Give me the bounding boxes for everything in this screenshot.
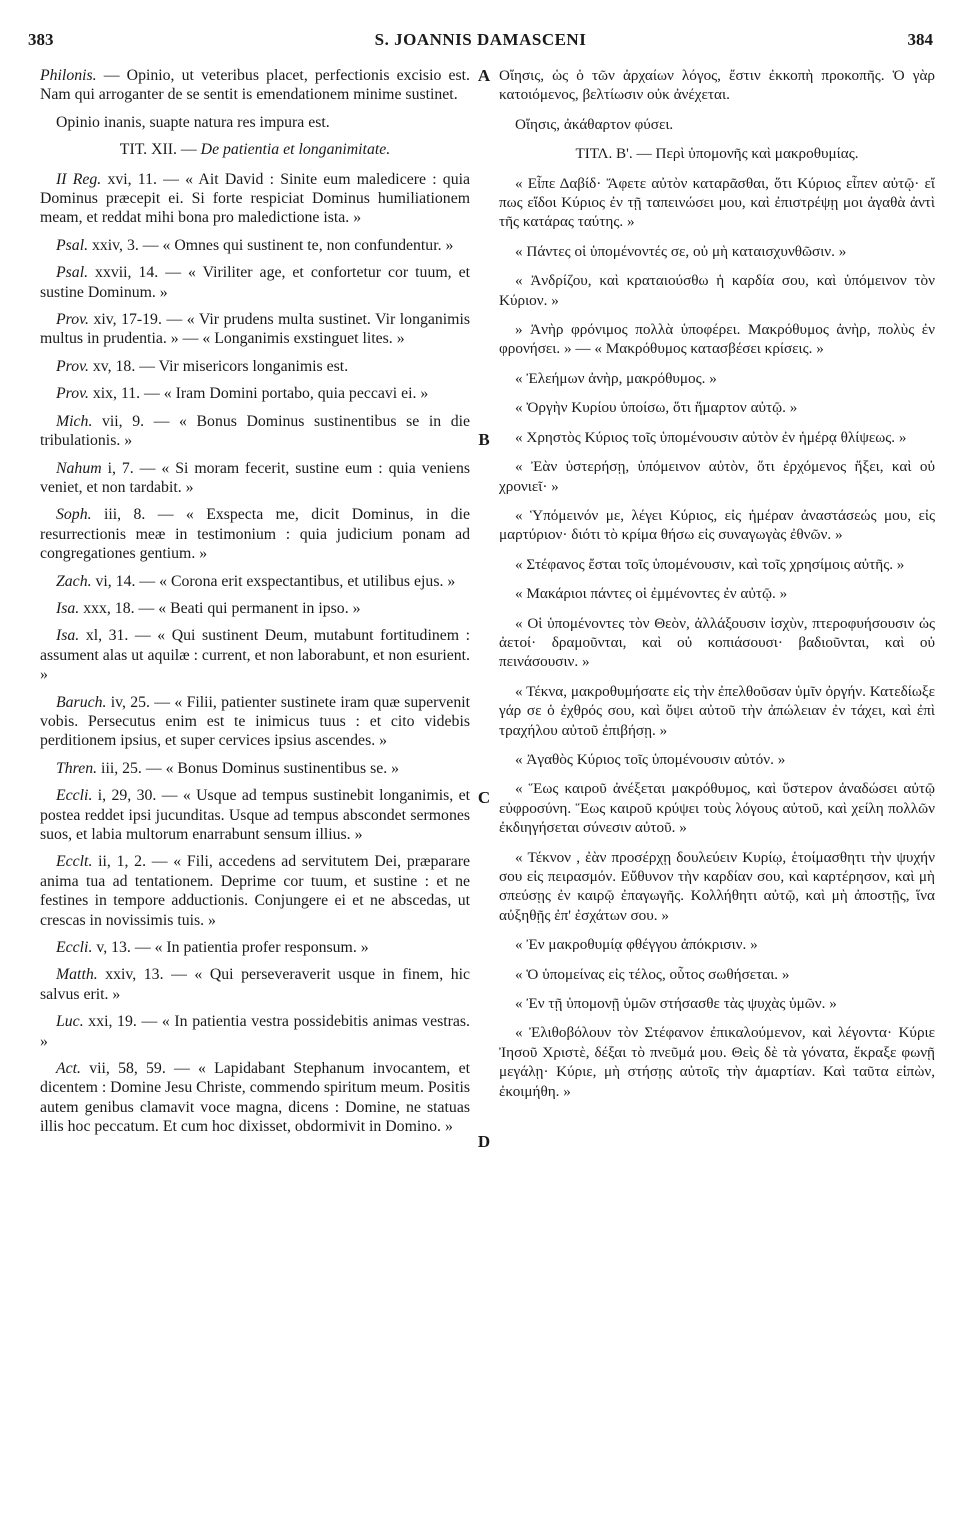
citation: Prov.: [56, 311, 89, 329]
quote-text: xl, 31. — « Qui sustinent Deum, mutabunt fortitudinem : assument alas ut aquilæ : current, et non laborabunt, et non esurient. »: [40, 627, 470, 684]
margin-letter-a: A: [477, 66, 491, 85]
greek-quote: « Ἐλιθοβόλουν τὸν Στέφανον ἐπικαλούμενον, καὶ λέγοντα· Κύριε Ἰησοῦ Χριστὲ, δέξαι τὸ πνεῦμά μου. Θεὶς δὲ τὰ γόνατα, ἔκραξε φωνῇ μεγάλῃ· Κύριε, μὴ στήσῃς αὐτοῖς τὴν ἁμαρτίαν. Καὶ ταῦτα εἰπὼν, ἐκοιμήθη. »: [499, 1024, 935, 1100]
latin-column: [40, 66, 470, 1536]
page-header: [28, 30, 933, 56]
quote-text: iii, 25. — « Bonus Dominus sustinentibus se. »: [97, 759, 400, 777]
greek-quote: « Ἕως καιροῦ ἀνέξεται μακρόθυμος, καὶ ὕστερον ἀναδώσει αὐτῷ εὐφροσύνη. Ἕως καιροῦ κρύψει τοὺς λόγους αὐτοῦ, καὶ χείλη πολλῶν ἐκδιηγήσεται σύνεσιν αὐτοῦ. »: [499, 780, 935, 837]
page-number-right: 384: [907, 30, 933, 49]
latin-quote: [40, 505, 470, 563]
page-number-left: 383: [28, 30, 54, 49]
citation: Prov.: [56, 385, 89, 403]
source-ref: Philonis.: [40, 67, 97, 84]
citation: Baruch.: [56, 693, 107, 711]
latin-quote: [40, 412, 470, 451]
latin-quote: [40, 1012, 470, 1051]
greek-quote: « Στέφανος ἔσται τοῖς ὑπομένουσιν, καὶ τοῖς χρησίμοις αὐτῆς. »: [515, 555, 905, 573]
latin-quote: [40, 459, 470, 498]
latin-quote: [40, 170, 470, 228]
quote-text: xvi, 11. — « Ait David : Sinite eum maledicere : quia Dominus præcepit ei. Si forte respiciat Dominus humiliationem meam, et reddat mihi bona pro maledictione ista. »: [40, 170, 470, 227]
latin-section-title: [40, 140, 470, 159]
greek-quote: « Μακάριοι πάντες οἱ ἐμμένοντες ἐν αὐτῷ. »: [515, 585, 788, 603]
citation: Isa.: [56, 599, 80, 617]
citation: II Reg.: [56, 170, 102, 188]
latin-quote: [40, 599, 470, 618]
greek-quotes: [499, 174, 935, 1101]
greek-quote: « Ἐὰν ὑστερήσῃ, ὑπόμεινον αὐτὸν, ὅτι ἐρχόμενος ἥξει, καὶ οὐ χρονιεῖ· »: [499, 458, 935, 495]
greek-quote: « Ἐλεήμων ἀνὴρ, μακρόθυμος. »: [515, 369, 717, 387]
citation: Psal.: [56, 264, 89, 282]
quote-text: i, 7. — « Si moram fecerit, sustine eum : quia veniens veniet, et non tardabit. »: [40, 459, 470, 496]
greek-paragraph-impure: Οἴησις, ἀκάθαρτον φύσει.: [515, 115, 674, 133]
latin-quote: [40, 572, 470, 591]
latin-quote: [40, 693, 470, 751]
latin-quote: [40, 626, 470, 684]
latin-quotes: [40, 170, 470, 1137]
greek-quote: « Ὁ ὑπομείνας εἰς τέλος, οὗτος σωθήσεται. »: [515, 965, 790, 983]
greek-quote: « Τέκνα, μακροθυμήσατε εἰς τὴν ἐπελθοῦσαν ὑμῖν ὀργήν. Κατεδίωξε γάρ σε ὁ ἐχθρός σου, καὶ ὄψει αὐτοῦ τὴν ἀπώλειαν ἐν τάχει, καὶ ἐπὶ τραχήλου αὐτοῦ ἐπιβήσῃ. »: [499, 682, 935, 739]
quote-text: ii, 1, 2. — « Fili, accedens ad servitutem Dei, præparare anima tua ad tentationem. Deprime cor tuum, et sustine : et ne festines in tempore adductionis. Conjungere ei et ne abscedas, ut crescas in novissimis tuis. »: [40, 853, 470, 929]
latin-quote: [40, 786, 470, 844]
citation: Soph.: [56, 506, 92, 524]
quote-text: xv, 18. — Vir misericors longanimis est.: [88, 357, 349, 375]
latin-quote: [40, 852, 470, 930]
greek-quote: « Οἱ ὑπομένοντες τὸν Θεὸν, ἀλλάξουσιν ἰσχὺν, πτεροφυήσουσιν ὡς ἀετοί· δραμοῦνται, καὶ οὐ κοπιάσουσι· βαδιοῦνται, καὶ οὐ πεινάσουσιν. »: [499, 614, 935, 671]
citation: Prov.: [56, 357, 89, 375]
citation: Luc.: [56, 1013, 84, 1031]
greek-quote: « Εἶπε Δαβίδ· Ἄφετε αὐτὸν καταρᾶσθαι, ὅτι Κύριος εἶπεν αὐτῷ· εἴ πως εἴδοι Κύριος ἐν τῇ ταπεινώσει μου, καὶ ἐπιστρέψῃ μοι ἀγαθὰ ἀντὶ τῆς κατάρας ταύτης. »: [499, 174, 935, 231]
latin-quote: [40, 759, 470, 778]
title-number: TIT. XII. —: [119, 141, 201, 159]
quote-text: xxvii, 14. — « Viriliter age, et confortetur cor tuum, et sustine Dominum. »: [40, 264, 470, 301]
greek-quote: « Ἐν μακροθυμίᾳ φθέγγου ἀπόκρισιν. »: [515, 936, 758, 954]
greek-paragraph-oiesis: Οἴησις, ὡς ὁ τῶν ἀρχαίων λόγος, ἔστιν ἐκκοπὴ προκοπῆς. Ὁ γὰρ κατοιόμενος, βελτίωσιν οὐκ ἀνέχεται.: [499, 67, 935, 104]
greek-quote: « Ἀγαθὸς Κύριος τοῖς ὑπομένουσιν αὐτόν. »: [515, 750, 786, 768]
quote-text: vii, 58, 59. — « Lapidabant Stephanum invocantem, et dicentem : Domine Jesu Christe, commendo spiritum meum. Positis autem genibus clamavit voce magna, dicens : Domine, ne statuas illis hoc peccatum. Et cum hoc dixisset, obdormivit in Domino. »: [40, 1060, 470, 1136]
greek-quote: « Πάντες οἱ ὑπομένοντές σε, οὐ μὴ καταισχυνθῶσιν. »: [515, 242, 847, 260]
greek-quote: « Ὀργὴν Κυρίου ὑποίσω, ὅτι ἥμαρτον αὐτῷ. »: [515, 399, 798, 417]
quote-text: v, 13. — « In patientia profer responsum. »: [92, 939, 369, 957]
citation: Thren.: [56, 759, 98, 777]
quote-text: xxx, 18. — « Beati qui permanent in ipso. »: [79, 599, 361, 617]
latin-quote: [40, 938, 470, 957]
quote-text: i, 29, 30. — « Usque ad tempus sustinebit longanimis, et postea reddet ipsi jucunditas. Usque ad tempus abscondet sermones suos, et labia multorum enarrabunt sensum illius. »: [40, 787, 470, 843]
greek-quote: « Τέκνον , ἐὰν προσέρχῃ δουλεύειν Κυρίῳ, ἑτοίμασθητι τὴν ψυχήν σου εἰς πειρασμόν. Εὔθυνον τὴν καρδίαν σου, καὶ καρτέρησον, καὶ μὴ σπεύσῃς ἐν καιρῷ ἐπαγωγῆς. Κολλήθητι αὐτῷ, καὶ μὴ ἀποστῇς, ἵνα αὐξηθῇς ἐπ' ἐσχάτων σου. »: [499, 848, 935, 924]
latin-quote: [40, 236, 470, 255]
margin-letter-d: D: [477, 1132, 491, 1151]
citation: Nahum: [56, 459, 102, 477]
citation: Eccli.: [56, 787, 93, 805]
latin-quote: [40, 384, 470, 403]
title-text: De patientia et longanimitate.: [200, 141, 391, 159]
greek-section-title: ΤΙΤΛ. Β'. — Περὶ ὑπομονῆς καὶ μακροθυμίας.: [575, 145, 859, 163]
latin-quote: [40, 1059, 470, 1137]
latin-quote: [40, 310, 470, 349]
citation: Psal.: [56, 236, 89, 254]
latin-paragraph-philonis: [40, 66, 470, 105]
quote-text: vii, 9. — « Bonus Dominus sustinentibus se in die tribulationis. »: [40, 412, 470, 450]
latin-quote: [40, 357, 470, 376]
citation: Isa.: [56, 627, 80, 645]
citation: Matth.: [56, 966, 98, 984]
citation: Mich.: [56, 412, 93, 430]
greek-quote: « Ἀνδρίζου, καὶ κραταιούσθω ἡ καρδία σου, καὶ ὑπόμεινον τὸν Κύριον. »: [499, 272, 935, 309]
greek-quote: « Ἐν τῇ ὑπομονῇ ὑμῶν στήσασθε τὰς ψυχὰς ὑμῶν. »: [515, 995, 837, 1013]
citation: Eccli.: [56, 939, 93, 957]
quote-text: xxiv, 3. — « Omnes qui sustinent te, non confundentur. »: [88, 236, 454, 254]
quote-text: vi, 14. — « Corona erit exspectantibus, et utilibus ejus. »: [91, 572, 456, 590]
quote-text: xix, 11. — « Iram Domini portabo, quia peccavi ei. »: [88, 385, 429, 403]
margin-letter-b: B: [478, 430, 490, 449]
latin-paragraph-opinio: Opinio inanis, suapte natura res impura est.: [56, 113, 330, 131]
latin-quote: [40, 263, 470, 302]
quote-text: iii, 8. — « Exspecta me, dicit Dominus, in die resurrectionis meæ in testimonium : quia judicium ponam ad congregationes gentium. »: [40, 506, 470, 563]
greek-quote: « Χρηστὸς Κύριος τοῖς ὑπομένουσιν αὐτὸν ἐν ἡμέρᾳ θλίψεως. »: [515, 428, 907, 446]
paragraph-text: — Opinio, ut veteribus placet, perfectionis excisio est. Nam qui arroganter de se sentit is emendationem minime sustinet.: [40, 67, 470, 104]
quote-text: xxiv, 13. — « Qui perseveraverit usque in finem, hic salvus erit. »: [40, 966, 470, 1003]
quote-text: xiv, 17-19. — « Vir prudens multa sustinet. Vir longanimis multus in prudentia. » — « Longanimis exstinguet lites. »: [40, 311, 470, 348]
latin-quote: [40, 965, 470, 1004]
greek-quote: « Ὑπόμεινόν με, λέγει Κύριος, εἰς ἡμέραν ἀναστάσεώς μου, εἰς μαρτύριον· διότι τὸ κρίμα θήσω εἰς συναγωγὰς ἐθνῶν. »: [499, 506, 935, 544]
citation: Zach.: [56, 572, 92, 590]
greek-quote: » Ἀνὴρ φρόνιμος πολλὰ ὑποφέρει. Μακρόθυμος ἀνὴρ, πολὺς ἐν φρονήσει. » — « Μακρόθυμος κατασβέσει κρίσεις. »: [499, 321, 935, 358]
citation: Ecclt.: [56, 853, 93, 871]
quote-text: xxi, 19. — « In patientia vestra possidebitis animas vestras. »: [40, 1013, 470, 1050]
citation: Act.: [56, 1060, 81, 1078]
margin-letter-c: C: [477, 788, 491, 807]
running-title: S. JOANNIS DAMASCENI: [374, 30, 587, 49]
quote-text: iv, 25. — « Filii, patienter sustinete iram quæ supervenit vobis. Persecutus enim est te inimicus tuus : et cito videbis perditionem ipsius, et super cervices ipsius ascendes. »: [40, 693, 470, 750]
greek-column: [499, 66, 935, 1536]
